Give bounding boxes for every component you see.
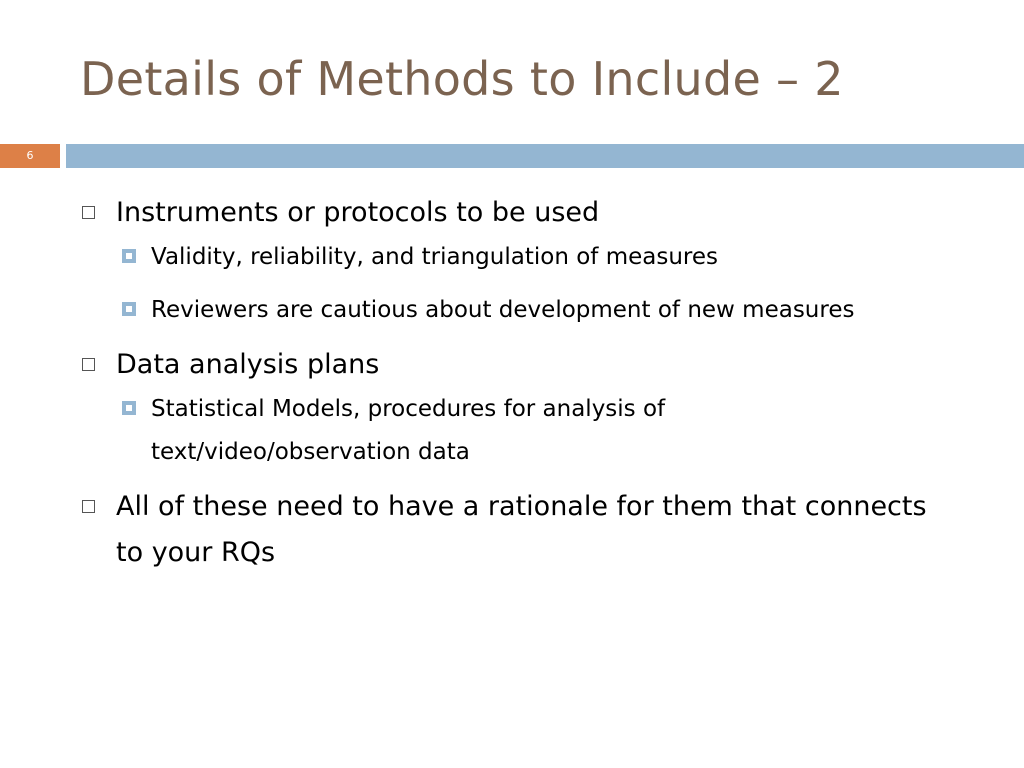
sub-bullet-item — [80, 388, 931, 474]
bullet-text: All of these need to have a rationale for them that connects to your RQs — [116, 491, 927, 568]
filled-square-bullet-icon — [122, 249, 136, 263]
hollow-square-bullet-icon — [82, 206, 95, 219]
slide-number: 6 — [26, 149, 34, 162]
hollow-square-bullet-icon — [82, 500, 95, 513]
slide-title: Details of Methods to Include – 2 — [80, 52, 844, 106]
sub-bullet-text: Statistical Models, procedures for analysis of text/video/observation data — [151, 396, 666, 465]
bullet-text: Data analysis plans — [116, 349, 380, 380]
sub-bullet-text: Reviewers are cautious about development of new measures — [151, 297, 855, 323]
filled-square-bullet-icon — [122, 401, 136, 415]
bullet-item — [80, 484, 960, 576]
bullet-text: Instruments or protocols to be used — [116, 197, 600, 228]
sub-bullet-text: Validity, reliability, and triangulation of measures — [151, 244, 718, 270]
bullet-item — [80, 190, 960, 236]
bullet-list — [80, 190, 960, 576]
hollow-square-bullet-icon — [82, 358, 95, 371]
sub-bullet-item — [80, 289, 931, 332]
sub-bullet-item — [80, 236, 931, 279]
bullet-item — [80, 342, 960, 388]
filled-square-bullet-icon — [122, 302, 136, 316]
accent-bar — [66, 144, 1024, 168]
